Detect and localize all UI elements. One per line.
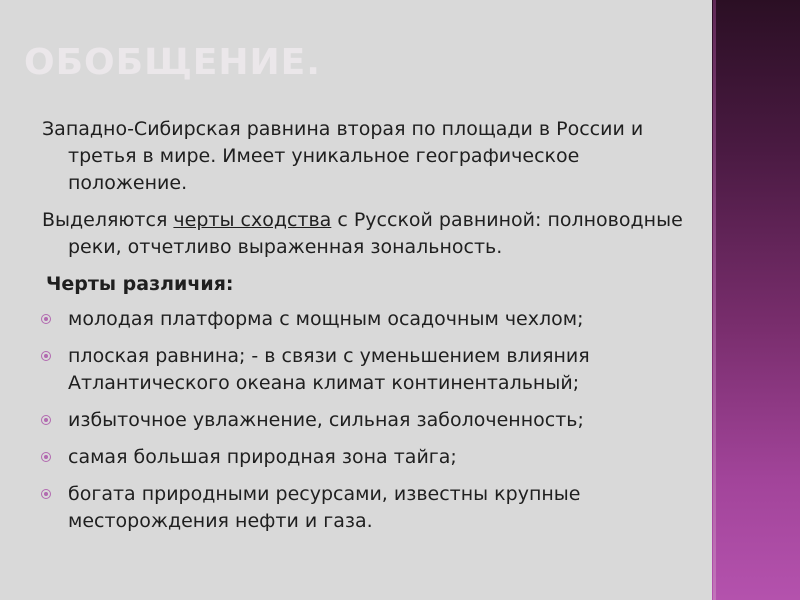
list-item-text: плоская равнина; - в связи с уменьшением влияния Атлантического океана климат континентальный;	[68, 345, 590, 394]
circle-bullet-icon	[41, 489, 51, 499]
circle-bullet-icon	[41, 314, 51, 324]
circle-bullet-icon	[41, 415, 51, 425]
differences-heading: Черты различия:	[46, 273, 234, 295]
list-item-text: молодая платформа с мощным осадочным чехлом;	[68, 308, 584, 330]
slide-title: ОБОБЩЕНИЕ.	[24, 42, 321, 83]
circle-bullet-icon	[41, 452, 51, 462]
list-item-text: избыточное увлажнение, сильная заболоченность;	[68, 409, 584, 431]
list-item	[42, 481, 692, 535]
paragraph-1: Западно-Сибирская равнина вторая по площади в России и третья в мире. Имеет уникальное географическое положение.	[42, 118, 644, 194]
similarity-link[interactable]: черты сходства	[173, 209, 332, 231]
decorative-side-panel	[712, 0, 800, 600]
differences-list	[42, 306, 692, 535]
list-item	[42, 444, 692, 471]
list-item	[42, 306, 692, 333]
paragraph-2-post: с Русской равниной: полноводные реки, отчетливо выраженная зональность.	[68, 209, 683, 258]
paragraph-2	[42, 207, 692, 261]
decorative-side-line	[713, 0, 716, 600]
paragraph-2-pre: Выделяются	[42, 209, 174, 231]
list-item	[42, 407, 692, 434]
list-item-text: богата природными ресурсами, известны крупные месторождения нефти и газа.	[68, 483, 581, 532]
circle-bullet-icon	[41, 351, 51, 361]
list-item-text: самая большая природная зона тайга;	[68, 446, 457, 468]
list-item	[42, 343, 692, 397]
slide-content	[42, 116, 692, 545]
